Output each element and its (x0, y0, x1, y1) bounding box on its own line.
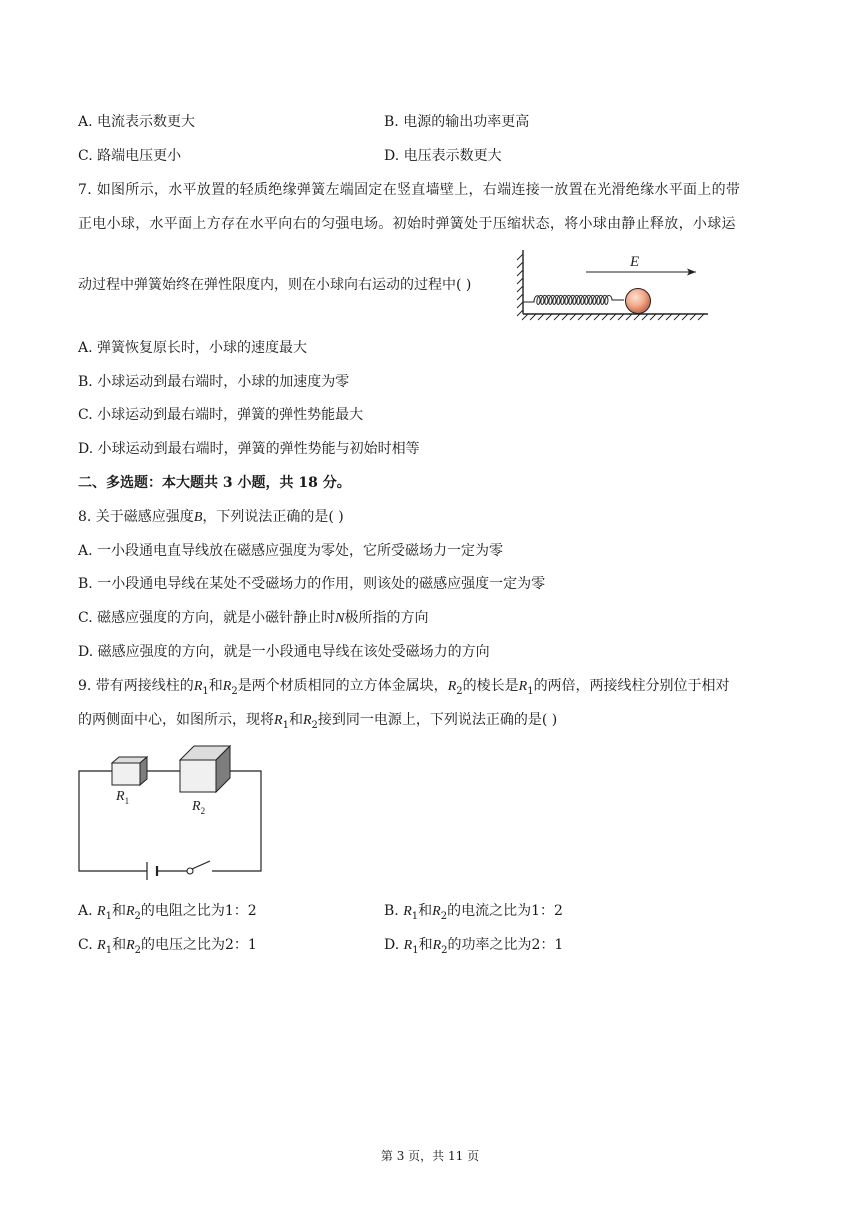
q8-option-b: B. 一小段通电导线在某处不受磁场力的作用，则该处的磁感应强度一定为零 (78, 576, 546, 592)
q7-option-d: D. 小球运动到最右端时，弹簧的弹性势能与初始时相等 (78, 441, 420, 457)
spring-ball-figure (512, 244, 712, 324)
label-r1: $R_1$ (116, 789, 130, 806)
q7-option-b: B. 小球运动到最右端时，小球的加速度为零 (78, 374, 350, 390)
page-footer: 第 3 页，共 11 页 (380, 1149, 480, 1163)
circuit-figure (74, 740, 270, 880)
circuit-wires (79, 771, 261, 871)
floor-hatch (522, 314, 704, 320)
q8-option-a: A. 一小段通电直导线放在磁感应强度为零处，它所受磁场力一定为零 (78, 543, 504, 559)
q6-option-a: A. 电流表示数更大 (78, 114, 196, 130)
cube-r2 (180, 746, 230, 792)
q8-option-c: C. 磁感应强度的方向，就是小磁针静止时N极所指的方向 (78, 610, 429, 626)
spring (523, 296, 624, 305)
q8-stem: 8. 关于磁感应强度B，下列说法正确的是( ) (78, 509, 344, 525)
q6-option-c: C. 路端电压更小 (78, 148, 182, 164)
q6-option-b: B. 电源的输出功率更高 (384, 114, 530, 130)
q7-stem-line3: 动过程中弹簧始终在弹性限度内，则在小球向右运动的过程中( ) (78, 277, 472, 293)
q9-option-d: D. $R_1$和$R_2$的功率之比为2：1 (384, 937, 564, 956)
field-label-e: E (630, 254, 640, 270)
q9-option-a: A. $R_1$和$R_2$的电阻之比为1：2 (78, 903, 257, 922)
wall-hatch (517, 254, 523, 316)
section-score: 18 (298, 475, 318, 491)
q9-option-b: B. $R_1$和$R_2$的电流之比为1：2 (384, 903, 563, 922)
section-heading: 二、多选题：本大题共 3 小题，共 18 分。 (78, 475, 351, 491)
label-r2: $R_2$ (192, 799, 206, 816)
q6-option-d: D. 电压表示数更大 (384, 148, 502, 164)
q9-stem-line2: 的两侧面中心，如图所示，现将$R_1$和$R_2$接到同一电源上，下列说法正确的是( ) (78, 712, 558, 731)
q8-option-d: D. 磁感应强度的方向，就是一小段通电导线在该处受磁场力的方向 (78, 644, 490, 660)
q7-stem-line2: 正电小球，水平面上方存在水平向右的匀强电场。初始时弹簧处于压缩状态，将小球由静止释放，小球运 (78, 216, 736, 232)
q9-stem-line1: 9. 带有两接线柱的$R_1$和$R_2$是两个材质相同的立方体金属块，$R_2$的棱长是$R_1$的两倍，两接线柱分别位于相对 (78, 678, 730, 697)
cube-r1 (112, 757, 147, 785)
question-count: 3 (222, 475, 233, 491)
q9-option-c: C. $R_1$和$R_2$的电压之比为2：1 (78, 937, 257, 956)
q7-option-a: A. 弹簧恢复原长时，小球的速度最大 (78, 340, 308, 356)
q7-option-c: C. 小球运动到最右端时，弹簧的弹性势能最大 (78, 407, 364, 423)
q7-stem-line1: 7. 如图所示，水平放置的轻质绝缘弹簧左端固定在竖直墙壁上，右端连接一放置在光滑绝缘水平面上的带 (78, 182, 741, 198)
switch-blade (192, 861, 210, 869)
charged-ball (626, 289, 651, 314)
